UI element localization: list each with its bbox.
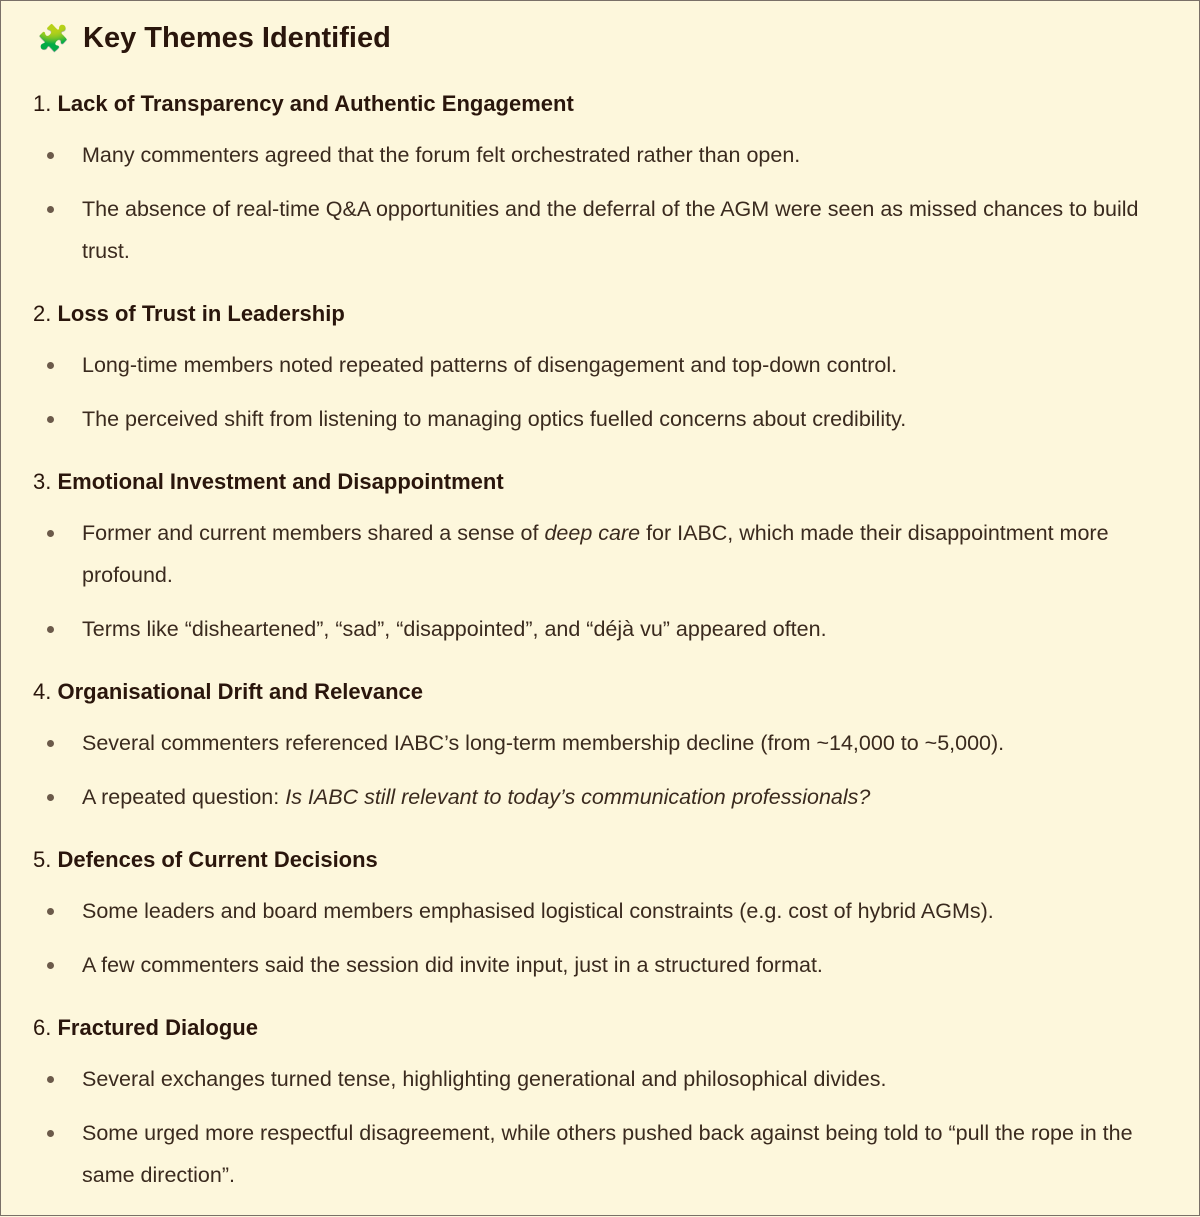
bullet-icon <box>47 416 54 423</box>
puzzle-piece-icon: 🧩 <box>37 22 70 53</box>
theme-bullets <box>33 890 1175 986</box>
bullet-text: The absence of real-time Q&A opportunities and the deferral of the AGM were seen as missed chances to build trust. <box>82 197 1139 263</box>
theme-heading-text: Fractured Dialogue <box>57 1015 258 1040</box>
list-item <box>33 398 1175 440</box>
bullet-emphasis: Is IABC still relevant to today’s communication professionals? <box>285 785 871 809</box>
theme-bullets <box>33 512 1175 650</box>
bullet-icon <box>47 626 54 633</box>
theme-section <box>33 461 1175 650</box>
bullet-text-cont: for IABC, which made their disappointment more profound. <box>82 521 1109 587</box>
bullet-text: Several commenters referenced IABC’s long-term membership decline (from ~14,000 to ~5,000). <box>82 731 1005 755</box>
bullet-icon <box>47 1130 54 1137</box>
list-item <box>33 188 1175 272</box>
theme-heading <box>33 461 1175 503</box>
theme-number: 6. <box>33 1015 52 1040</box>
list-item <box>33 134 1175 176</box>
theme-section <box>33 1007 1175 1196</box>
theme-number: 3. <box>33 469 52 494</box>
list-item <box>33 512 1175 596</box>
bullet-icon <box>47 962 54 969</box>
bullet-text: Many commenters agreed that the forum felt orchestrated rather than open. <box>82 143 801 167</box>
theme-number: 2. <box>33 301 52 326</box>
theme-bullets <box>33 722 1175 818</box>
bullet-text: Former and current members shared a sense of <box>82 521 545 545</box>
bullet-icon <box>47 152 54 159</box>
theme-heading <box>33 671 1175 713</box>
theme-heading-text: Defences of Current Decisions <box>57 847 378 872</box>
bullet-emphasis: deep care <box>544 521 641 545</box>
bullet-icon <box>47 530 54 537</box>
theme-section <box>33 293 1175 440</box>
bullet-icon <box>47 362 54 369</box>
list-item <box>33 1058 1175 1100</box>
list-item <box>33 890 1175 932</box>
list-item <box>33 1112 1175 1196</box>
list-item <box>33 344 1175 386</box>
theme-bullets <box>33 134 1175 272</box>
theme-number: 4. <box>33 679 52 704</box>
theme-heading-text: Emotional Investment and Disappointment <box>57 469 504 494</box>
page-title <box>37 17 391 59</box>
list-item <box>33 722 1175 764</box>
themes-list <box>33 83 1175 1217</box>
theme-bullets <box>33 1058 1175 1196</box>
theme-heading-text: Loss of Trust in Leadership <box>57 301 345 326</box>
theme-section <box>33 839 1175 986</box>
list-item <box>33 776 1175 818</box>
bullet-text: The perceived shift from listening to managing optics fuelled concerns about credibility. <box>82 407 907 431</box>
bullet-text: Some leaders and board members emphasised logistical constraints (e.g. cost of hybrid AGMs). <box>82 899 994 923</box>
theme-heading-text: Organisational Drift and Relevance <box>57 679 424 704</box>
page-title-text: Key Themes Identified <box>83 21 391 54</box>
theme-section <box>33 83 1175 272</box>
bullet-text: Some urged more respectful disagreement, while others pushed back against being told to “pull the rope in the same direction”. <box>82 1121 1133 1187</box>
bullet-text: Several exchanges turned tense, highlighting generational and philosophical divides. <box>82 1067 887 1091</box>
theme-heading <box>33 1007 1175 1049</box>
theme-heading-text: Lack of Transparency and Authentic Engagement <box>57 91 574 116</box>
theme-number: 1. <box>33 91 52 116</box>
list-item <box>33 608 1175 650</box>
theme-section <box>33 671 1175 818</box>
list-item <box>33 944 1175 986</box>
bullet-text: Terms like “disheartened”, “sad”, “disappointed”, and “déjà vu” appeared often. <box>82 617 827 641</box>
bullet-icon <box>47 1076 54 1083</box>
bullet-icon <box>47 794 54 801</box>
bullet-text: A few commenters said the session did invite input, just in a structured format. <box>82 953 823 977</box>
bullet-text: A repeated question: <box>82 785 286 809</box>
theme-number: 5. <box>33 847 52 872</box>
bullet-icon <box>47 908 54 915</box>
theme-heading <box>33 83 1175 125</box>
bullet-icon <box>47 740 54 747</box>
theme-bullets <box>33 344 1175 440</box>
theme-heading <box>33 839 1175 881</box>
bullet-text: Long-time members noted repeated patterns of disengagement and top-down control. <box>82 353 898 377</box>
bullet-icon <box>47 206 54 213</box>
theme-heading <box>33 293 1175 335</box>
